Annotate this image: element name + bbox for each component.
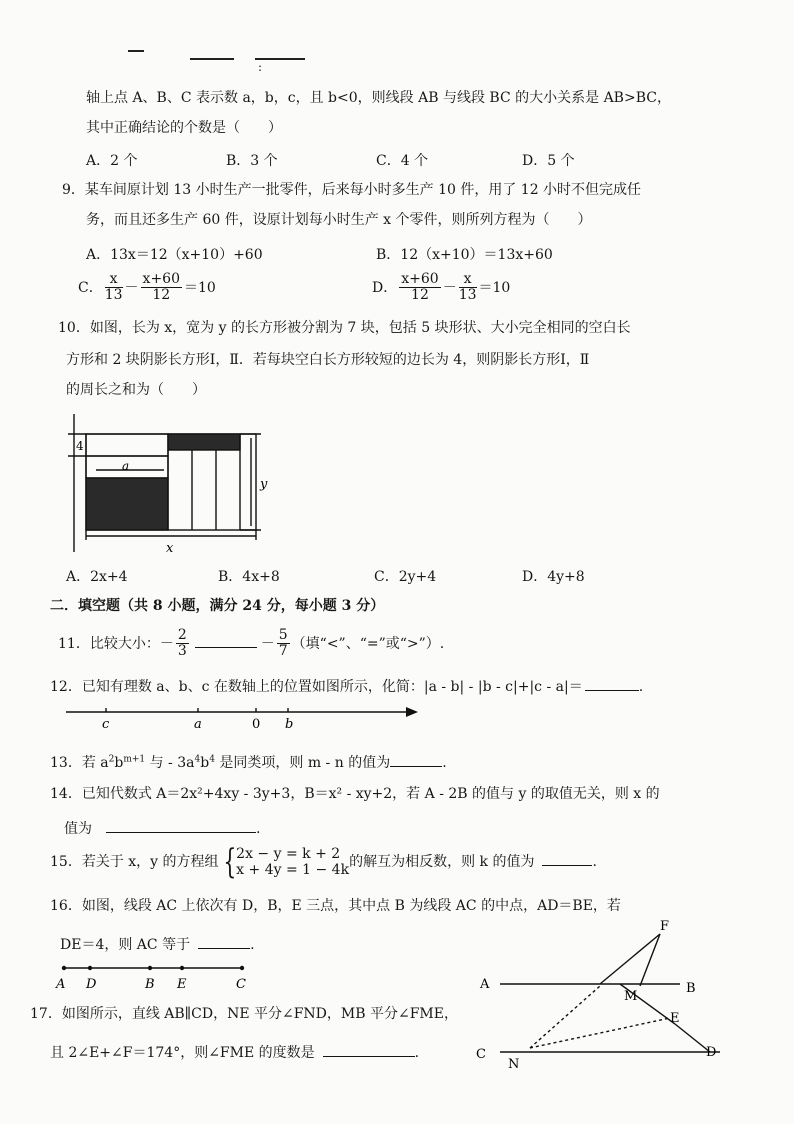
label-e: E bbox=[177, 977, 187, 992]
q13: 13．若 $a^2b^{m+1}$ 与 - $3a^4b^4$ 是同类项，则 m - n 的值为 . bbox=[50, 752, 447, 772]
q17-figure bbox=[470, 914, 730, 1074]
answer-blank[interactable] bbox=[198, 934, 250, 949]
answer-blank[interactable] bbox=[542, 851, 592, 866]
section-heading: 二．填空题（共 8 小题，满分 24 分，每小题 3 分） bbox=[50, 598, 385, 614]
q16-line1: 16．如图，线段 AC 上依次有 D，B，E 三点，其中点 B 为线段 AC 的中点，AD＝BE，若 bbox=[50, 898, 621, 914]
q14-line1: 14．已知代数式 A＝2x²+4xy - 3y+3，B＝x² - xy+2，若 A - 2B 的值与 y 的取值无关，则 x 的 bbox=[50, 786, 660, 802]
label-m: M bbox=[624, 989, 638, 1004]
answer-blank[interactable] bbox=[323, 1042, 415, 1057]
fraction: $\frac{x}{13}$ bbox=[458, 271, 477, 304]
label-b: B bbox=[686, 981, 696, 996]
q12-number-line bbox=[62, 698, 422, 734]
axis-arrow bbox=[406, 707, 418, 717]
q15: 15．若关于 x，y 的方程组 { 2x − y = k + 2 x + 4y = 1 − 4k 的解互为相反数，则 k 的值为 . bbox=[50, 842, 597, 882]
label-y: y bbox=[260, 477, 268, 492]
q16-line2: DE＝4，则 AC 等于 . bbox=[60, 934, 255, 954]
shaded-rect-2 bbox=[168, 434, 240, 450]
label-a: a bbox=[194, 717, 202, 732]
q10-figure bbox=[66, 408, 276, 558]
point-c bbox=[240, 966, 244, 970]
q10-option-c: C．2y+4 bbox=[374, 569, 437, 585]
label-c: C bbox=[476, 1047, 486, 1062]
answer-blank[interactable] bbox=[195, 633, 257, 648]
q9-option-c: C． $\frac{x}{13}$ － $\frac{x+60}{12}$ ＝10 bbox=[78, 271, 216, 304]
fraction: $\frac{x+60}{12}$ bbox=[142, 271, 180, 304]
label-c: c bbox=[102, 717, 110, 732]
label-a: A bbox=[56, 977, 66, 992]
blank-rect-1 bbox=[86, 434, 168, 456]
q8-option-d: D．5 个 bbox=[522, 153, 575, 169]
q10-line1: 10．如图，长为 x，宽为 y 的长方形被分割为 7 块，包括 5 块形状、大小完全相同的空白长 bbox=[58, 320, 631, 336]
label-f: F bbox=[660, 919, 670, 934]
q10-line2: 方形和 2 块阴影长方形Ⅰ，Ⅱ．若每块空白长方形较短的边长为 4，则阴影长方形Ⅰ，Ⅱ bbox=[66, 352, 590, 368]
q17-line2: 且 2∠E+∠F＝174°，则∠FME 的度数是 . bbox=[50, 1042, 419, 1062]
segment-ne bbox=[530, 1018, 670, 1048]
label-d: D bbox=[86, 977, 97, 992]
point-d bbox=[88, 966, 92, 970]
q17-line1: 17．如图所示，直线 AB∥CD，NE 平分∠FND，MB 平分∠FME， bbox=[30, 1006, 458, 1022]
q9-line2: 务，而且还多生产 60 件，设原计划每小时生产 x 个零件，则所列方程为（ ） bbox=[86, 212, 592, 228]
point-b bbox=[148, 966, 152, 970]
q10-option-d: D．4y+8 bbox=[522, 569, 585, 585]
q9-line1: 9．某车间原计划 13 小时生产一批零件，后来每小时多生产 10 件，用了 12 小时不但完成任 bbox=[62, 182, 642, 198]
q14-line2: 值为 . bbox=[64, 818, 260, 838]
equation-system: 2x − y = k + 2 x + 4y = 1 − 4k bbox=[236, 846, 350, 878]
label-c: C bbox=[236, 977, 246, 992]
fraction: $\frac{5}{7}$ bbox=[278, 627, 288, 660]
q11: 11．比较大小：－ $\frac{2}{3}$ － $\frac{5}{7}$ （填“<”、“=”或“>”）. bbox=[58, 627, 445, 660]
fraction: $\frac{x+60}{12}$ bbox=[401, 271, 439, 304]
answer-blank[interactable] bbox=[390, 752, 442, 767]
q8-option-c: C．4 个 bbox=[376, 153, 429, 169]
label-b: b bbox=[285, 717, 294, 732]
q10-option-b: B．4x+8 bbox=[218, 569, 280, 585]
point-a bbox=[62, 966, 66, 970]
point-e bbox=[180, 966, 184, 970]
q10-option-a: A．2x+4 bbox=[66, 569, 128, 585]
q8-line2: 其中正确结论的个数是（ ） bbox=[86, 120, 282, 136]
label-n: N bbox=[508, 1057, 520, 1072]
label-a: a bbox=[122, 459, 130, 473]
answer-blank[interactable] bbox=[106, 818, 256, 833]
label-b: B bbox=[145, 977, 155, 992]
label-4: 4 bbox=[76, 439, 84, 453]
q16-segment-figure bbox=[52, 958, 252, 992]
label-0: 0 bbox=[252, 717, 261, 732]
label-e: E bbox=[670, 1011, 680, 1026]
q9-option-a: A．13x＝12（x+10）+60 bbox=[86, 247, 263, 263]
label-x: x bbox=[166, 541, 174, 556]
segment-nf bbox=[530, 986, 600, 1048]
q8-option-b: B．3 个 bbox=[226, 153, 278, 169]
q9-option-d: D． $\frac{x+60}{12}$ － $\frac{x}{13}$ ＝10 bbox=[372, 271, 511, 304]
label-d: D bbox=[706, 1045, 717, 1060]
q9-option-b: B．12（x+10）＝13x+60 bbox=[376, 247, 553, 263]
shaded-rect-1 bbox=[86, 478, 168, 530]
q8-line1: 轴上点 A、B、C 表示数 a，b，c，且 b<0，则线段 AB 与线段 BC 的大小关系是 AB>BC， bbox=[86, 90, 671, 106]
q10-line3: 的周长之和为（ ） bbox=[66, 382, 206, 398]
q8-option-a: A．2 个 bbox=[86, 153, 138, 169]
fraction: $\frac{2}{3}$ bbox=[177, 627, 187, 660]
system-brace: { bbox=[222, 842, 236, 882]
answer-blank[interactable] bbox=[585, 676, 639, 691]
label-a: A bbox=[480, 977, 490, 992]
fraction: $\frac{x}{13}$ bbox=[104, 271, 123, 304]
segment-ed bbox=[675, 1024, 710, 1052]
q12: 12．已知有理数 a、b、c 在数轴上的位置如图所示，化简：|a - b| - |b - c|+|c - a|＝ . bbox=[50, 676, 643, 696]
